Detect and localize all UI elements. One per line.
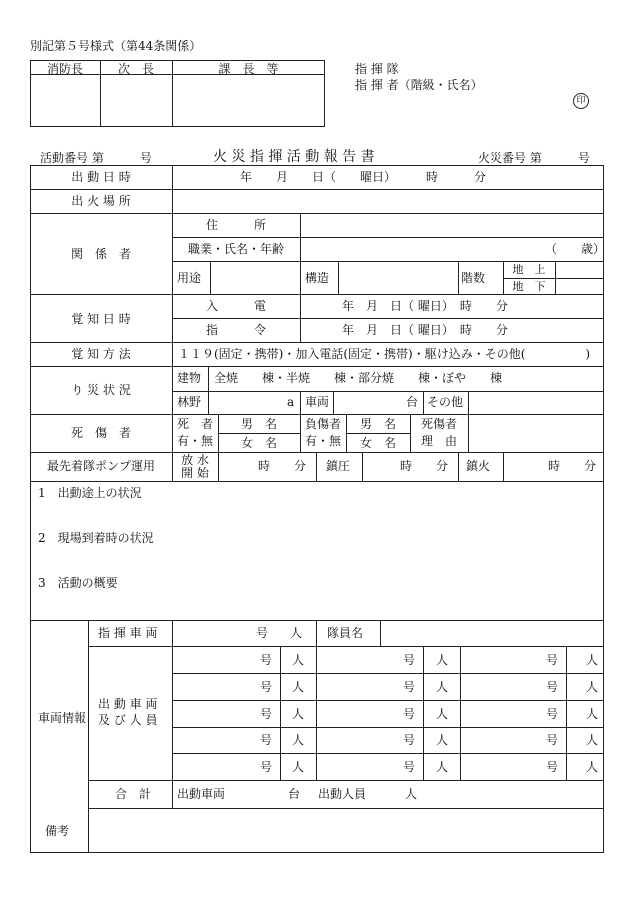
- dead-label: 死 者: [176, 417, 213, 431]
- injured-label: 負傷者: [304, 417, 341, 431]
- dispatch-r2-go2: 号: [403, 680, 416, 694]
- dispatch-r1-go2: 号: [403, 653, 416, 667]
- extinguish-label: 鎮火: [466, 459, 491, 473]
- dispatch-datetime-label: 出 動 日 時: [71, 170, 131, 184]
- dispatch-r5-person2: 人: [436, 760, 449, 774]
- suppress-time: 時 分: [400, 459, 449, 473]
- age-field: （ 歳）: [545, 242, 606, 256]
- address-label: 住 所: [205, 218, 266, 232]
- dispatch-r3-go3: 号: [546, 707, 559, 721]
- dispatch-r3-person1: 人: [292, 707, 305, 721]
- vehicle-label: 車両: [305, 395, 330, 409]
- awareness-method-value: １１９(固定・携帯)・加入電話(固定・携帯)・駆け込み・その他( ): [178, 347, 591, 361]
- dispatch-r1-person1: 人: [292, 653, 305, 667]
- damage-label: り 災 状 況: [71, 383, 131, 397]
- water-start-time: 時 分: [258, 459, 307, 473]
- fire-location-field[interactable]: [173, 190, 603, 212]
- total-label: 合 計: [115, 787, 152, 801]
- related-person-label: 関 係 者: [70, 247, 131, 261]
- dispatch-r4-person1: 人: [292, 733, 305, 747]
- dispatch-r2-go1: 号: [260, 680, 273, 694]
- dispatch-r4-go2: 号: [403, 733, 416, 747]
- awareness-method-label: 覚 知 方 法: [71, 347, 131, 361]
- injured-male: 男 名: [359, 417, 396, 431]
- total-vehicles-label: 出動車両: [177, 787, 226, 801]
- command-vehicle-label: 指 揮 車 両: [98, 626, 158, 640]
- dispatch-r5-go2: 号: [403, 760, 416, 774]
- injured-yes-no: 有・無: [304, 434, 341, 448]
- dispatch-r4-person3: 人: [586, 733, 599, 747]
- narrative-section: [30, 481, 604, 621]
- approval-chief: 消防長: [46, 62, 83, 76]
- dispatch-r3-person3: 人: [586, 707, 599, 721]
- dispatch-r2-go3: 号: [546, 680, 559, 694]
- approval-deputy: 次 長: [117, 62, 154, 76]
- dispatch-r2-person1: 人: [292, 680, 305, 694]
- dispatch-r1-person3: 人: [586, 653, 599, 667]
- dead-female: 女 名: [240, 436, 277, 450]
- members-label: 隊員名: [327, 626, 364, 640]
- dispatch-r2-person2: 人: [436, 680, 449, 694]
- dead-male: 男 名: [240, 417, 277, 431]
- dispatch-r4-go3: 号: [546, 733, 559, 747]
- dispatch-r1-person2: 人: [436, 653, 449, 667]
- casualty-reason-label: 死傷者: [420, 417, 457, 431]
- floors-label: 階数: [461, 271, 486, 285]
- total-people-label: 出動人員: [318, 787, 367, 801]
- approval-section: 課 長 等: [218, 62, 279, 76]
- injured-female: 女 名: [359, 436, 396, 450]
- commander-unit: 指 揮 隊: [355, 62, 399, 76]
- dispatch-r3-go1: 号: [260, 707, 273, 721]
- total-people-unit: 人: [405, 787, 418, 801]
- below-ground-label: 地 下: [512, 280, 546, 293]
- order-datetime: 年 月 日（ 曜日） 時 分: [342, 323, 508, 337]
- dispatch-r5-person1: 人: [292, 760, 305, 774]
- call-datetime: 年 月 日（ 曜日） 時 分: [342, 299, 508, 313]
- dispatch-r4-person2: 人: [436, 733, 449, 747]
- page-title: 火 災 指 揮 活 動 報 告 書: [213, 149, 375, 165]
- forest-label: 林野: [177, 395, 202, 409]
- dispatch-r5-person3: 人: [586, 760, 599, 774]
- building-value: 全焼 棟・半焼 棟・部分焼 棟・ぼや 棟: [214, 371, 503, 385]
- command-vehicle-go: 号: [256, 626, 269, 640]
- occupation-label: 職業・氏名・年齢: [187, 242, 284, 256]
- dispatch-r2-person3: 人: [586, 680, 599, 694]
- other-label: その他: [427, 395, 464, 409]
- dispatch-vehicles-label: 出 動 車 両: [98, 697, 158, 711]
- dispatch-r3-person2: 人: [436, 707, 449, 721]
- dead-yes-no: 有・無: [176, 434, 213, 448]
- command-order-label: 指 令: [205, 323, 266, 337]
- form-number: 別記第５号様式（第44条関係）: [30, 39, 202, 53]
- commander-name: 指 揮 者（階級・氏名）: [355, 78, 483, 92]
- building-label: 建物: [177, 371, 202, 385]
- dispatch-datetime-value: 年 月 日（ 曜日） 時 分: [240, 170, 487, 184]
- fire-location-label: 出 火 場 所: [71, 194, 131, 208]
- total-vehicles-unit: 台: [288, 787, 301, 801]
- awareness-time-label: 覚 知 日 時: [71, 312, 131, 326]
- seal-icon: 印: [573, 93, 589, 109]
- casualty-reason-label2: 理 由: [420, 434, 457, 448]
- fire-number: 火災番号 第 号: [478, 151, 590, 165]
- section-3: 3 活動の概要: [38, 576, 118, 590]
- vehicle-info-label: 車両情報: [38, 711, 87, 725]
- vehicle-unit: 台: [406, 395, 419, 409]
- casualties-label: 死 傷 者: [70, 426, 131, 440]
- remarks-label: 備考: [45, 824, 70, 838]
- pump-operation-label: 最先着隊ポンプ運用: [46, 459, 155, 473]
- structure-label: 構造: [305, 271, 330, 285]
- dispatch-r5-go3: 号: [546, 760, 559, 774]
- dispatch-r5-go1: 号: [260, 760, 273, 774]
- section-2: 2 現場到着時の状況: [38, 531, 154, 545]
- water-start-label2: 開 始: [181, 466, 209, 480]
- incoming-call-label: 入 電: [205, 299, 266, 313]
- forest-unit: a: [287, 395, 295, 409]
- section-1: 1 出動途上の状況: [38, 486, 142, 500]
- use-label: 用途: [177, 271, 202, 285]
- activity-number: 活動番号 第 号: [40, 151, 152, 165]
- above-ground-label: 地 上: [512, 263, 546, 276]
- extinguish-time: 時 分: [548, 459, 597, 473]
- dispatch-r4-go1: 号: [260, 733, 273, 747]
- dispatch-r1-go1: 号: [260, 653, 273, 667]
- command-vehicle-person: 人: [290, 626, 303, 640]
- dispatch-r1-go3: 号: [546, 653, 559, 667]
- remarks-field[interactable]: [89, 809, 603, 852]
- dispatch-vehicles-label2: 及 び 人 員: [98, 713, 158, 727]
- dispatch-r3-go2: 号: [403, 707, 416, 721]
- suppress-label: 鎮圧: [326, 459, 351, 473]
- water-start-label: 放 水: [181, 453, 209, 467]
